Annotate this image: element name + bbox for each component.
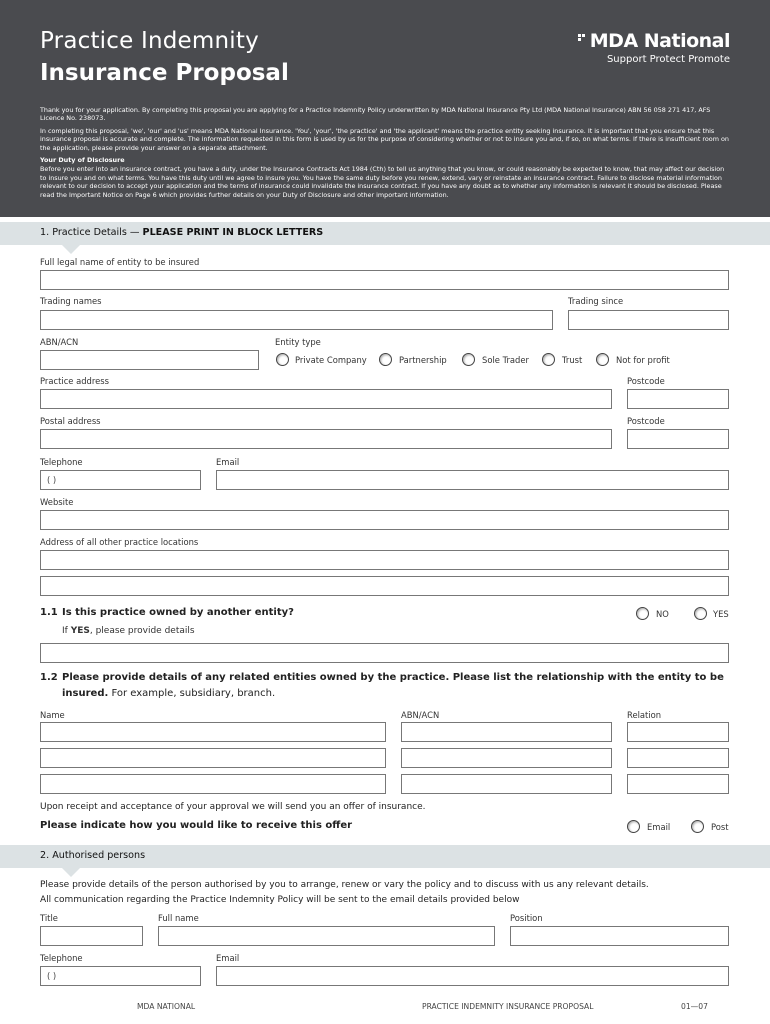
practice-address-label: Practice address bbox=[40, 376, 110, 386]
abn-label: ABN/ACN bbox=[40, 337, 79, 347]
trading-names-input[interactable] bbox=[40, 310, 553, 330]
related-abn-header: ABN/ACN bbox=[401, 710, 440, 720]
entity-not-for-profit-radio[interactable] bbox=[596, 353, 609, 366]
entity-sole-trader-radio[interactable] bbox=[462, 353, 475, 366]
owned-no-radio[interactable] bbox=[636, 607, 649, 620]
auth-position-input[interactable] bbox=[510, 926, 729, 946]
auth-email-label: Email bbox=[216, 953, 240, 963]
section-1-title-emphasis: PLEASE PRINT IN BLOCK LETTERS bbox=[142, 227, 324, 238]
entity-private-company-radio[interactable] bbox=[276, 353, 289, 366]
other-locations-label: Address of all other practice locations bbox=[40, 537, 199, 547]
telephone-area-code: ( ) bbox=[47, 475, 57, 485]
telephone-label: Telephone bbox=[40, 457, 83, 467]
offer-question: Please indicate how you would like to receive this offer bbox=[40, 820, 353, 831]
section-2-title: 2. Authorised persons bbox=[40, 850, 146, 861]
trading-names-label: Trading names bbox=[40, 296, 102, 306]
entity-type-label: Entity type bbox=[275, 337, 321, 347]
intro-paragraph-2: In completing this proposal, 'we', 'our' and 'us' means MDA National Insurance. 'You', 'your', 'the practice' and 'the applicant' means the practice entity seeking insurance. It is important that you ensure that this insurance proposal is accurate and complete. The information requested in this form is used by us for the purpose of considering whether or not to insure you and, if so, on what terms. If there is insufficient room on the application, please provide your answer on a separate attachment. bbox=[40, 126, 729, 152]
related-abn-input-1[interactable] bbox=[401, 722, 612, 742]
related-name-input-2[interactable] bbox=[40, 748, 386, 768]
authorised-text-2: All communication regarding the Practice Indemnity Policy will be sent to the email details provided below bbox=[40, 895, 520, 905]
auth-full-name-label: Full name bbox=[158, 913, 199, 923]
entity-partnership-label: Partnership bbox=[399, 355, 447, 365]
entity-trust-radio[interactable] bbox=[542, 353, 555, 366]
auth-telephone-label: Telephone bbox=[40, 953, 83, 963]
owned-no-label: NO bbox=[656, 609, 669, 619]
question-1-2-number: 1.2 bbox=[40, 672, 58, 683]
postal-postcode-input[interactable] bbox=[627, 429, 729, 449]
auth-position-label: Position bbox=[510, 913, 543, 923]
offer-receipt-text: Upon receipt and acceptance of your approval we will send you an offer of insurance. bbox=[40, 802, 426, 812]
owned-yes-label: YES bbox=[713, 609, 729, 619]
practice-postcode-input[interactable] bbox=[627, 389, 729, 409]
duty-heading: Your Duty of Disclosure bbox=[40, 156, 125, 165]
other-locations-input-2[interactable] bbox=[40, 576, 729, 596]
auth-full-name-input[interactable] bbox=[158, 926, 495, 946]
related-abn-input-3[interactable] bbox=[401, 774, 612, 794]
related-name-header: Name bbox=[40, 710, 65, 720]
section-1-title: 1. Practice Details — bbox=[40, 227, 143, 238]
offer-email-radio[interactable] bbox=[627, 820, 640, 833]
page-title-line2: Insurance Proposal bbox=[40, 60, 289, 86]
trading-since-label: Trading since bbox=[568, 296, 624, 306]
website-input[interactable] bbox=[40, 510, 729, 530]
auth-email-input[interactable] bbox=[216, 966, 729, 986]
entity-not-for-profit-label: Not for profit bbox=[616, 355, 670, 365]
page-title-line1: Practice Indemnity bbox=[40, 28, 259, 54]
related-relation-input-3[interactable] bbox=[627, 774, 729, 794]
entity-private-company-label: Private Company bbox=[295, 355, 367, 365]
related-name-input-1[interactable] bbox=[40, 722, 386, 742]
telephone-input[interactable] bbox=[40, 470, 201, 490]
trading-since-input[interactable] bbox=[568, 310, 729, 330]
offer-post-radio[interactable] bbox=[691, 820, 704, 833]
subtext-rest: , please provide details bbox=[89, 626, 195, 636]
footer-doc-title: PRACTICE INDEMNITY INSURANCE PROPOSAL bbox=[422, 1002, 594, 1011]
question-1-1-text: Is this practice owned by another entity? bbox=[62, 607, 294, 618]
section-1-arrow bbox=[62, 245, 80, 254]
duty-text: Before you enter into an insurance contract, you have a duty, under the Insurance Contracts Act 1984 (Cth) to tell us anything that you know, or could reasonably be expected to know, that may affect our decision to insure you and on what terms. You have this duty until we agree to insure you. You have the same duty before you renew, extend, vary or reinstate an insurance contract. Failure to disclose material information relevant to our decision to accept your application and the terms of insurance could invalidate the insurance contract. If you have any doubt as to whether any information is relevant it should be disclosed. Please read the Important Notice on Page 6 which provides further details on your Duty of Disclosure and other important information. bbox=[40, 165, 725, 199]
question-1-2 bbox=[40, 672, 724, 683]
footer-page-number: 01—07 bbox=[681, 1002, 708, 1011]
mda-national-logo bbox=[578, 30, 730, 65]
entity-trust-label: Trust bbox=[562, 355, 583, 365]
legal-name-label: Full legal name of entity to be insured bbox=[40, 257, 200, 267]
subtext-prefix: If bbox=[62, 626, 71, 636]
section-2-header bbox=[0, 845, 770, 868]
email-input[interactable] bbox=[216, 470, 729, 490]
question-1-2-line2-emph: insured. bbox=[62, 688, 109, 699]
logo-mark-icon bbox=[578, 34, 588, 48]
postal-address-input[interactable] bbox=[40, 429, 612, 449]
page-header bbox=[0, 0, 770, 217]
offer-post-label: Post bbox=[711, 822, 729, 832]
question-1-2-line2 bbox=[62, 688, 275, 699]
question-1-2-text: Please provide details of any related entities owned by the practice. Please list the relationship with the entity to be bbox=[62, 672, 724, 683]
related-name-input-3[interactable] bbox=[40, 774, 386, 794]
related-relation-input-2[interactable] bbox=[627, 748, 729, 768]
question-1-2-line2-rest: For example, subsidiary, branch. bbox=[108, 688, 276, 699]
auth-title-label: Title bbox=[40, 913, 58, 923]
entity-sole-trader-label: Sole Trader bbox=[482, 355, 529, 365]
question-1-1-number: 1.1 bbox=[40, 607, 58, 618]
other-locations-input-1[interactable] bbox=[40, 550, 729, 570]
auth-telephone-input[interactable] bbox=[40, 966, 201, 986]
entity-partnership-radio[interactable] bbox=[379, 353, 392, 366]
question-1-1 bbox=[40, 607, 294, 618]
section-1-header bbox=[0, 222, 770, 245]
intro-text bbox=[40, 106, 730, 203]
email-label: Email bbox=[216, 457, 240, 467]
related-relation-input-1[interactable] bbox=[627, 722, 729, 742]
question-1-1-subtext bbox=[62, 626, 195, 636]
section-2-arrow bbox=[62, 868, 80, 877]
abn-input[interactable] bbox=[40, 350, 259, 370]
related-relation-header: Relation bbox=[627, 710, 662, 720]
subtext-emphasis: YES bbox=[70, 626, 90, 636]
authorised-text-1: Please provide details of the person authorised by you to arrange, renew or vary the policy and to discuss with us any relevant details. bbox=[40, 880, 649, 890]
related-abn-input-2[interactable] bbox=[401, 748, 612, 768]
owner-details-input[interactable] bbox=[40, 643, 729, 663]
website-label: Website bbox=[40, 497, 74, 507]
logo-tagline: Support Protect Promote bbox=[606, 54, 730, 65]
intro-paragraph-1: Thank you for your application. By completing this proposal you are applying for a Practice Indemnity Policy underwritten by MDA National Insurance Pty Ltd (MDA National Insurance) ABN 56 058 271 417, AFS Licence No. 238073. bbox=[40, 106, 711, 123]
legal-name-input[interactable] bbox=[40, 270, 729, 290]
practice-postcode-label: Postcode bbox=[627, 376, 665, 386]
offer-email-label: Email bbox=[647, 822, 671, 832]
logo-text: MDA National bbox=[589, 30, 730, 52]
owned-yes-radio[interactable] bbox=[694, 607, 707, 620]
footer-org: MDA NATIONAL bbox=[137, 1002, 196, 1011]
postal-address-label: Postal address bbox=[40, 416, 101, 426]
postal-postcode-label: Postcode bbox=[627, 416, 665, 426]
practice-address-input[interactable] bbox=[40, 389, 612, 409]
auth-telephone-area-code: ( ) bbox=[47, 971, 57, 981]
auth-title-input[interactable] bbox=[40, 926, 143, 946]
